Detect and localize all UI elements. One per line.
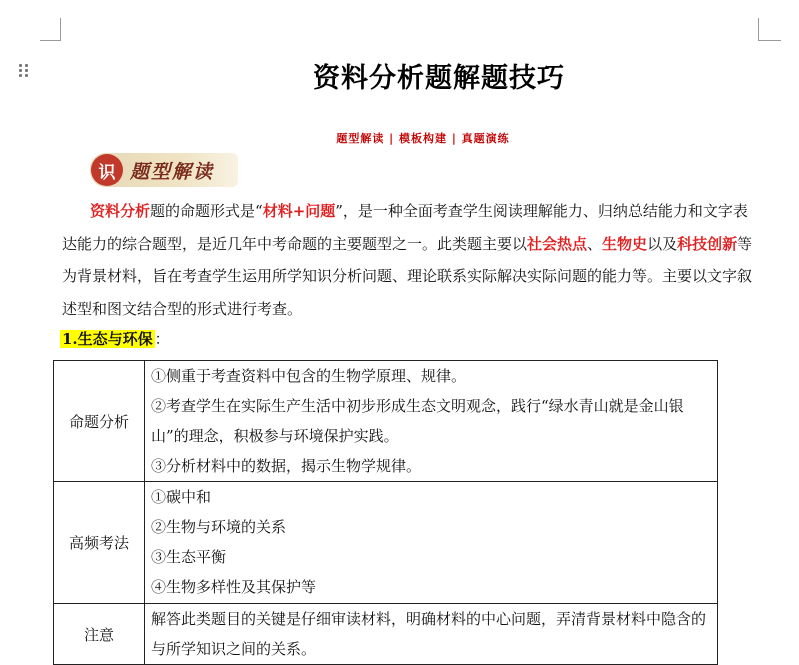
row-label: 命题分析 bbox=[54, 361, 145, 482]
emphasis-text: 资料分析 bbox=[90, 202, 151, 220]
emphasis-text: 生物史 bbox=[602, 234, 648, 253]
content-line: ①碳中和 bbox=[151, 488, 212, 506]
row-label: 高频考法 bbox=[54, 482, 145, 604]
paragraph-text: 以及 bbox=[647, 234, 678, 253]
content-line: ①侧重于考查资料中包含的生物学原理、规律。 bbox=[151, 367, 467, 385]
analysis-table bbox=[53, 360, 718, 665]
table-row bbox=[54, 482, 718, 604]
paragraph-text: 等为背景材料，旨在考查学生运用所学知识分析问题、理论联系实际解决实际问题的能力等。主要以文字叙述型和图文结合型的形式进行考查。 bbox=[62, 234, 753, 318]
paragraph-text: 题的命题形式是“ bbox=[150, 202, 263, 220]
row-content bbox=[145, 482, 718, 604]
emphasis-text: 社会热点 bbox=[527, 234, 588, 253]
row-content bbox=[145, 604, 718, 665]
section-heading-text: 1.生态与环保 bbox=[62, 330, 153, 348]
row-content bbox=[145, 361, 718, 482]
paragraph-text: ”，是一种全面考查学生阅读理解能力、归纳总结能力和文字表达能力的综合题型，是近几年中考命题的主要题型之一。此类题主要以 bbox=[62, 202, 748, 253]
content-line: ③生态平衡 bbox=[151, 548, 227, 566]
section-heading-colon: ： bbox=[154, 330, 170, 348]
content-line: ③分析材料中的数据，揭示生物学规律。 bbox=[151, 457, 422, 475]
document-title: 资料分析题解题技巧 bbox=[313, 63, 565, 94]
table-row bbox=[54, 361, 718, 482]
badge-label: 题型解读 bbox=[130, 161, 215, 183]
page-corner-mark-top-left bbox=[40, 18, 61, 41]
row-label: 注意 bbox=[54, 604, 145, 665]
table-row bbox=[54, 604, 718, 665]
content-line: 解答此类题目的关键是仔细审读材料，明确材料的中心问题，弄清背景材料中隐含的与所学知识之间的关系。 bbox=[151, 610, 707, 658]
intro-paragraph bbox=[62, 195, 762, 325]
section-heading bbox=[60, 325, 170, 353]
page-corner-mark-top-right bbox=[758, 18, 781, 41]
badge-seal-icon: 识 bbox=[91, 154, 123, 186]
section-subnav: 题型解读 | 模板构建 | 真题演练 bbox=[336, 132, 510, 145]
content-line: ②考查学生在实际生产生活中初步形成生态文明观念，践行“绿水青山就是金山银山”的理念，积极参与环境保护实践。 bbox=[151, 397, 684, 445]
content-line: ②生物与环境的关系 bbox=[151, 518, 287, 536]
emphasis-text: 科技创新 bbox=[677, 234, 738, 253]
emphasis-text: 材料+问题 bbox=[262, 202, 336, 220]
section-badge bbox=[90, 153, 238, 187]
content-line: ④生物多样性及其保护等 bbox=[151, 578, 317, 596]
paragraph-text: 、 bbox=[587, 234, 603, 253]
